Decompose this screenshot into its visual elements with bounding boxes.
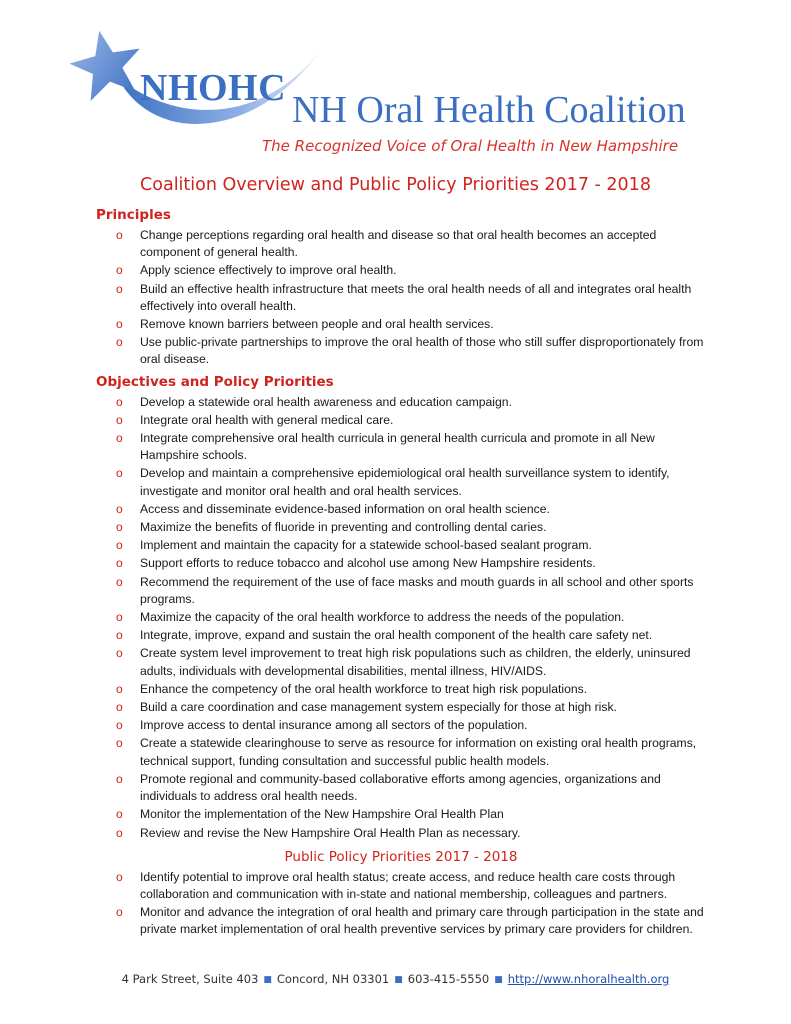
list-item — [96, 281, 706, 315]
list-item-text: Recommend the requirement of the use of face masks and mouth guards in all school and other sports programs. — [140, 574, 694, 606]
website-link[interactable]: http://www.nhoralhealth.org — [507, 972, 670, 986]
circle-bullet-icon: o — [116, 501, 123, 516]
list-item-text: Review and revise the New Hampshire Oral Health Plan as necessary. — [140, 825, 521, 840]
list-item — [96, 825, 706, 842]
list-item-text: Integrate oral health with general medical care. — [140, 412, 394, 427]
list-item-text: Remove known barriers between people and oral health services. — [140, 317, 494, 332]
footer-city: Concord, NH 03301 — [276, 972, 390, 986]
logo-organization-name: NH Oral Health Coalition — [292, 89, 686, 131]
circle-bullet-icon: o — [116, 771, 123, 786]
list-item-text: Change perceptions regarding oral health and disease so that oral health becomes an accepted component of general health. — [140, 228, 657, 260]
list-item — [96, 645, 706, 679]
circle-bullet-icon: o — [116, 228, 123, 242]
list-item-text: Build an effective health infrastructure that meets the oral health needs of all and integrates oral health effectively into overall health. — [140, 281, 692, 313]
list-item-text: Improve access to dental insurance among all sectors of the population. — [140, 718, 528, 733]
circle-bullet-icon: o — [116, 869, 123, 884]
list-item-text: Create system level improvement to treat high risk populations such as children, the elderly, uninsured adults, individuals with developmental disabilities, mental illness, HIV/AIDS. — [140, 646, 691, 678]
circle-bullet-icon: o — [116, 556, 123, 571]
circle-bullet-icon: o — [116, 317, 123, 332]
list-item-text: Promote regional and community-based collaborative efforts among agencies, organizations and individuals to address oral health needs. — [140, 771, 661, 804]
footer-address: 4 Park Street, Suite 403 — [121, 972, 259, 986]
footer-phone: 603-415-5550 — [407, 972, 490, 986]
list-item-text: Monitor and advance the integration of oral health and primary care through participation in the state and private market implementation of oral health preventive services by primary care providers for children. — [140, 905, 704, 937]
list-item-text: Use public-private partnerships to improve the oral health of those who still suffer disproportionately from oral disease. — [140, 335, 704, 367]
logo-abbreviation: NHOHC — [140, 67, 287, 109]
list-item — [96, 555, 706, 572]
list-item-text: Integrate comprehensive oral health curricula in general health curricula and promote in all New Hampshire schools. — [140, 431, 655, 463]
footer — [0, 972, 791, 986]
list-item-text: Maximize the benefits of fluoride in preventing and controlling dental caries. — [140, 520, 547, 535]
list-item-text: Create a statewide clearinghouse to serve as resource for information on existing oral health programs, technical support, funding consultation and successful public health models. — [140, 736, 697, 768]
circle-bullet-icon: o — [116, 538, 123, 553]
circle-bullet-icon: o — [116, 718, 123, 733]
circle-bullet-icon: o — [116, 905, 123, 920]
circle-bullet-icon: o — [116, 681, 123, 696]
list-item — [96, 627, 706, 644]
list-item — [96, 699, 706, 716]
list-item — [96, 806, 706, 823]
circle-bullet-icon: o — [116, 412, 123, 427]
footer-separator-icon: ■ — [263, 974, 272, 985]
circle-bullet-icon: o — [116, 574, 123, 589]
circle-bullet-icon: o — [116, 807, 123, 822]
list-item-text: Support efforts to reduce tobacco and alcohol use among New Hampshire residents. — [140, 556, 596, 571]
list-item — [96, 574, 706, 608]
list-item-text: Monitor the implementation of the New Hampshire Oral Health Plan — [140, 807, 504, 822]
circle-bullet-icon: o — [116, 700, 123, 715]
list-item — [96, 262, 706, 279]
list-item — [96, 501, 706, 518]
circle-bullet-icon: o — [116, 610, 123, 625]
list-item-text: Maximize the capacity of the oral health workforce to address the needs of the population. — [140, 610, 625, 625]
circle-bullet-icon: o — [116, 263, 123, 278]
document-body — [96, 206, 706, 943]
list-item — [96, 394, 706, 411]
list-item-text: Identify potential to improve oral health status; create access, and reduce health care costs through collaboration and communication with in-state and national membership, colleagues and partners. — [140, 869, 676, 901]
circle-bullet-icon: o — [116, 281, 123, 296]
list-item — [96, 771, 706, 805]
list-item — [96, 735, 706, 769]
list-item — [96, 537, 706, 554]
list-item — [96, 412, 706, 429]
list-item — [96, 519, 706, 536]
list-item-text: Develop and maintain a comprehensive epidemiological oral health surveillance system to identify, investigate and monitor oral health and oral health services. — [140, 466, 670, 498]
list-item — [96, 334, 706, 368]
circle-bullet-icon: o — [116, 335, 123, 350]
list-item — [96, 681, 706, 698]
bullet-list — [96, 394, 706, 842]
list-item — [96, 465, 706, 499]
circle-bullet-icon: o — [116, 520, 123, 535]
section-heading: Objectives and Policy Priorities — [96, 373, 334, 390]
list-item-text: Integrate, improve, expand and sustain the oral health component of the health care safety net. — [140, 628, 653, 643]
logo-tagline: The Recognized Voice of Oral Health in New Hampshire — [262, 137, 679, 155]
bullet-list — [96, 869, 706, 939]
list-item — [96, 227, 706, 261]
list-item — [96, 316, 706, 333]
coalition-logo — [60, 18, 686, 158]
list-item-text: Access and disseminate evidence-based information on oral health science. — [140, 501, 550, 516]
circle-bullet-icon: o — [116, 431, 123, 446]
circle-bullet-icon: o — [116, 646, 123, 661]
circle-bullet-icon: o — [116, 736, 123, 751]
list-item — [96, 609, 706, 626]
list-item-text: Implement and maintain the capacity for a statewide school-based sealant program. — [140, 538, 592, 553]
section-heading: Principles — [96, 207, 171, 223]
list-item-text: Develop a statewide oral health awareness and education campaign. — [140, 394, 512, 409]
footer-separator-icon: ■ — [494, 974, 503, 985]
list-item — [96, 717, 706, 734]
circle-bullet-icon: o — [116, 466, 123, 481]
list-item — [96, 430, 706, 464]
list-item-text: Build a care coordination and case management system especially for those at high risk. — [140, 700, 617, 715]
list-item — [96, 869, 706, 903]
list-item-text: Enhance the competency of the oral health workforce to treat high risk populations. — [140, 681, 588, 696]
list-item-text: Apply science effectively to improve oral health. — [140, 263, 397, 278]
section-heading: Public Policy Priorities 2017 - 2018 — [284, 848, 518, 865]
circle-bullet-icon: o — [116, 825, 123, 840]
footer-separator-icon: ■ — [394, 974, 403, 985]
circle-bullet-icon: o — [116, 394, 123, 409]
bullet-list — [96, 227, 706, 369]
list-item — [96, 904, 706, 938]
page-title: Coalition Overview and Public Policy Priorities 2017 - 2018 — [140, 175, 651, 195]
circle-bullet-icon: o — [116, 628, 123, 643]
